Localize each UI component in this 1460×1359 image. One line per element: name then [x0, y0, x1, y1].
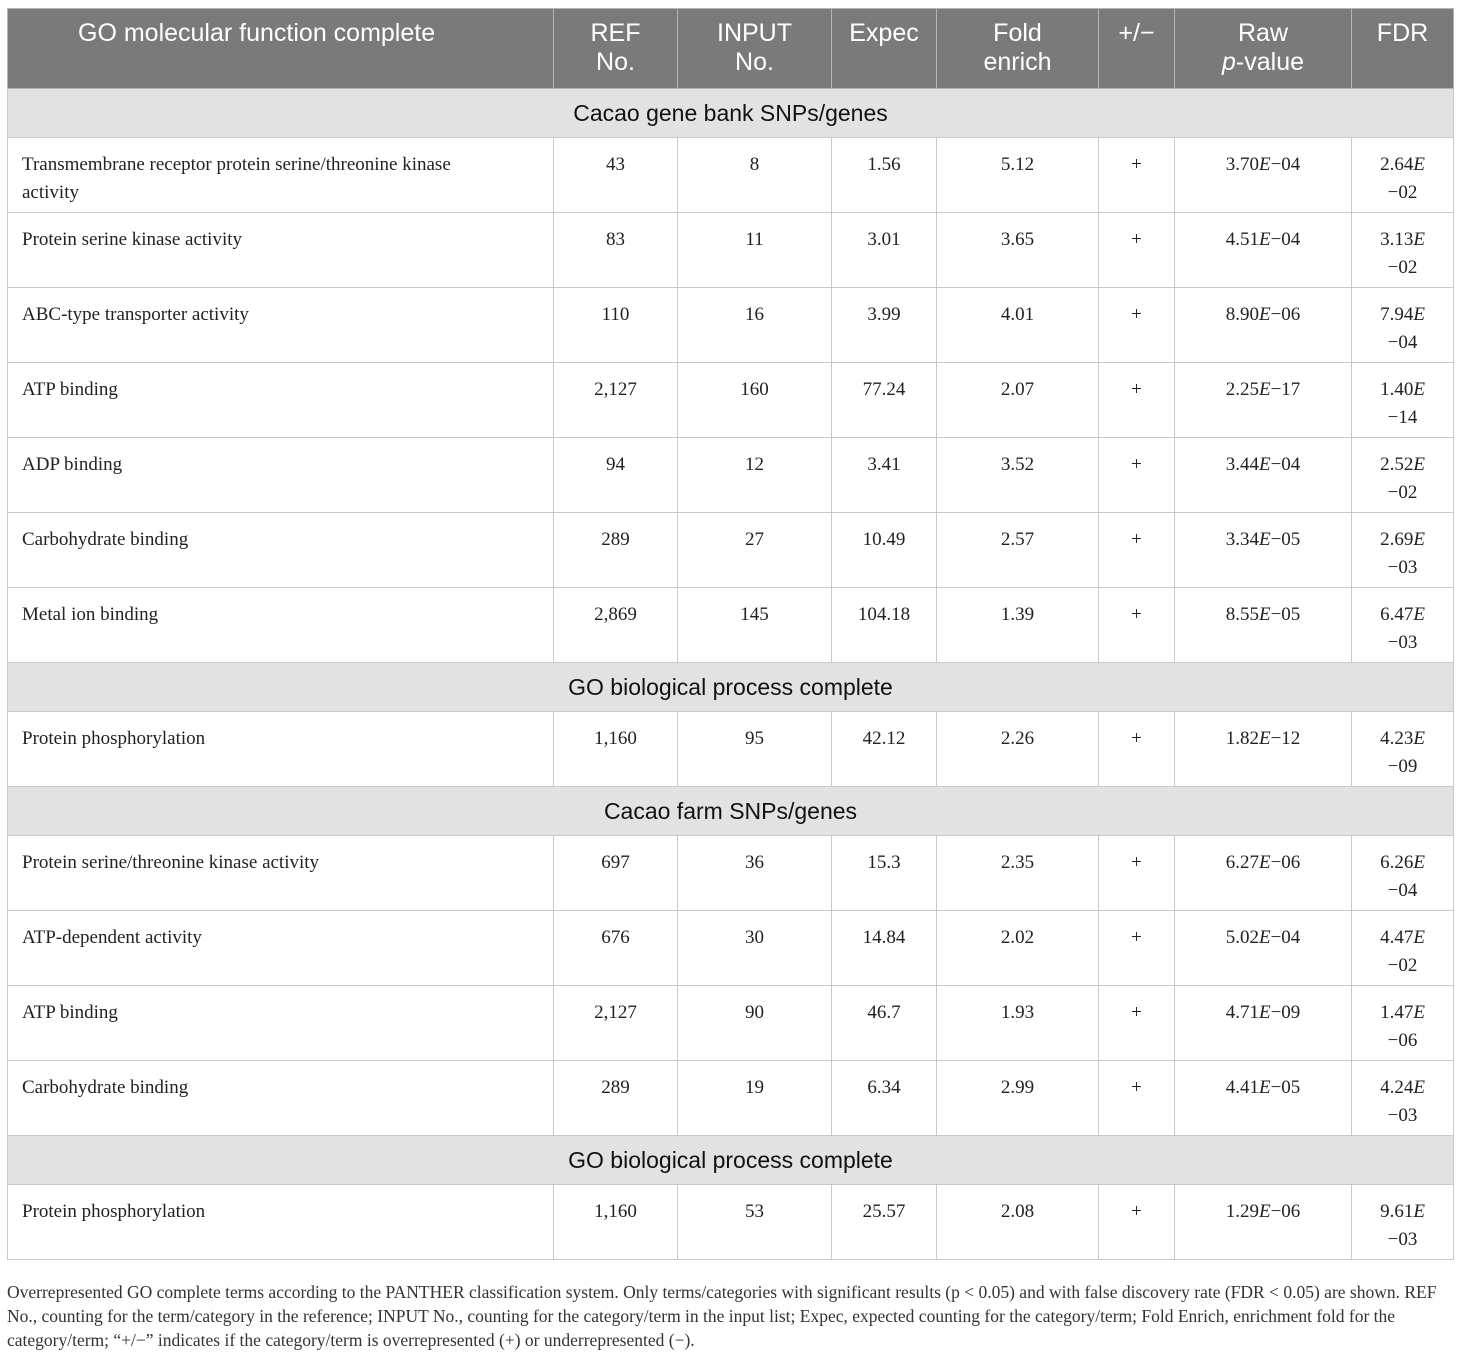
term-cell: ABC-type transporter activity: [8, 288, 554, 363]
input-cell: 19: [678, 1061, 832, 1136]
fdr-mantissa: 2.52: [1380, 454, 1414, 475]
raw-p-exponent: −12: [1270, 728, 1301, 749]
fdr-exponent: −02: [1387, 182, 1418, 203]
table-row: [8, 588, 1454, 663]
term-cell: Metal ion binding: [8, 588, 554, 663]
raw-p-mantissa: 4.71: [1225, 1002, 1259, 1023]
raw-p-mantissa: 1.29: [1225, 1201, 1259, 1222]
sign-cell: +: [1099, 438, 1175, 513]
term-cell: Protein phosphorylation: [8, 1185, 554, 1260]
input-cell: 95: [678, 712, 832, 787]
term-cell: ATP binding: [8, 986, 554, 1061]
table-body: [8, 89, 1454, 1260]
fdr-exponent: −02: [1387, 482, 1418, 503]
raw-p-exponent: −09: [1270, 1002, 1301, 1023]
raw-p-cell: [1175, 213, 1352, 288]
sign-cell: +: [1099, 1061, 1175, 1136]
sign-cell: +: [1099, 213, 1175, 288]
raw-p-exponent: −04: [1270, 154, 1301, 175]
exponent-marker: E: [1258, 852, 1271, 873]
exponent-marker: E: [1413, 927, 1425, 948]
input-cell: 12: [678, 438, 832, 513]
go-enrichment-table: [7, 8, 1454, 1260]
raw-p-cell: [1175, 438, 1352, 513]
table-row: [8, 213, 1454, 288]
input-cell: 90: [678, 986, 832, 1061]
fdr-mantissa: 6.47: [1380, 604, 1414, 625]
ref-cell: 94: [554, 438, 678, 513]
section-row: [8, 1136, 1454, 1185]
raw-p-exponent: −06: [1270, 304, 1301, 325]
fdr-mantissa: 9.61: [1380, 1201, 1414, 1222]
raw-p-exponent: −06: [1270, 1201, 1301, 1222]
raw-p-cell: [1175, 138, 1352, 213]
raw-p-exponent: −04: [1270, 454, 1301, 475]
exponent-marker: E: [1413, 154, 1425, 175]
term-cell: ATP binding: [8, 363, 554, 438]
table-row: [8, 138, 1454, 213]
sign-cell: +: [1099, 138, 1175, 213]
term-cell: Protein serine kinase activity: [8, 213, 554, 288]
raw-p-exponent: −17: [1270, 379, 1301, 400]
fdr-mantissa: 7.94: [1380, 304, 1414, 325]
raw-p-mantissa: 3.34: [1225, 529, 1259, 550]
fdr-cell: [1352, 138, 1454, 213]
fold-cell: 2.07: [937, 363, 1099, 438]
ref-cell: 2,127: [554, 986, 678, 1061]
expec-cell: 10.49: [832, 513, 937, 588]
table-row: [8, 1185, 1454, 1260]
ref-cell: 289: [554, 1061, 678, 1136]
fdr-mantissa: 2.64: [1380, 154, 1414, 175]
ref-cell: 1,160: [554, 1185, 678, 1260]
header-fdr: FDR: [1352, 9, 1454, 89]
exponent-marker: E: [1258, 379, 1271, 400]
fdr-exponent: −06: [1387, 1030, 1418, 1051]
term-cell: Carbohydrate binding: [8, 1061, 554, 1136]
fold-cell: 3.65: [937, 213, 1099, 288]
header-expec: Expec: [832, 9, 937, 89]
exponent-marker: E: [1258, 1077, 1271, 1098]
sign-cell: +: [1099, 712, 1175, 787]
input-cell: 145: [678, 588, 832, 663]
fdr-cell: [1352, 712, 1454, 787]
table-row: [8, 712, 1454, 787]
raw-p-exponent: −06: [1270, 852, 1301, 873]
raw-p-exponent: −05: [1270, 604, 1301, 625]
section-title: Cacao farm SNPs/genes: [8, 787, 1454, 836]
expec-cell: 77.24: [832, 363, 937, 438]
input-cell: 27: [678, 513, 832, 588]
section-title: GO biological process complete: [8, 1136, 1454, 1185]
raw-p-cell: [1175, 712, 1352, 787]
fdr-exponent: −04: [1387, 332, 1418, 353]
table-row: [8, 836, 1454, 911]
raw-p-cell: [1175, 986, 1352, 1061]
expec-cell: 3.41: [832, 438, 937, 513]
exponent-marker: E: [1258, 304, 1271, 325]
exponent-marker: E: [1413, 1077, 1425, 1098]
input-cell: 16: [678, 288, 832, 363]
exponent-marker: E: [1413, 454, 1425, 475]
raw-p-cell: [1175, 911, 1352, 986]
raw-p-cell: [1175, 1185, 1352, 1260]
fdr-mantissa: 3.13: [1380, 229, 1414, 250]
fdr-cell: [1352, 363, 1454, 438]
ref-cell: 697: [554, 836, 678, 911]
table-row: [8, 438, 1454, 513]
fdr-exponent: −03: [1387, 1229, 1418, 1250]
ref-cell: 1,160: [554, 712, 678, 787]
input-cell: 11: [678, 213, 832, 288]
ref-cell: 110: [554, 288, 678, 363]
expec-cell: 1.56: [832, 138, 937, 213]
fdr-mantissa: 4.23: [1380, 728, 1414, 749]
expec-cell: 6.34: [832, 1061, 937, 1136]
fdr-cell: [1352, 588, 1454, 663]
sign-cell: +: [1099, 911, 1175, 986]
raw-p-mantissa: 4.51: [1225, 229, 1259, 250]
section-row: [8, 663, 1454, 712]
sign-cell: +: [1099, 513, 1175, 588]
fold-cell: 2.08: [937, 1185, 1099, 1260]
fdr-exponent: −03: [1387, 632, 1418, 653]
expec-cell: 15.3: [832, 836, 937, 911]
input-cell: 36: [678, 836, 832, 911]
exponent-marker: E: [1258, 927, 1271, 948]
raw-p-exponent: −05: [1270, 529, 1301, 550]
exponent-marker: E: [1258, 1201, 1271, 1222]
fold-cell: 5.12: [937, 138, 1099, 213]
header-fold: Fold enrich: [937, 9, 1099, 89]
fold-cell: 4.01: [937, 288, 1099, 363]
fold-cell: 2.26: [937, 712, 1099, 787]
fdr-cell: [1352, 288, 1454, 363]
exponent-marker: E: [1413, 304, 1425, 325]
header-sign: +/−: [1099, 9, 1175, 89]
fdr-exponent: −02: [1387, 955, 1418, 976]
exponent-marker: E: [1413, 379, 1425, 400]
expec-cell: 14.84: [832, 911, 937, 986]
table-row: [8, 986, 1454, 1061]
sign-cell: +: [1099, 363, 1175, 438]
raw-p-mantissa: 3.44: [1225, 454, 1259, 475]
exponent-marker: E: [1258, 229, 1271, 250]
expec-cell: 104.18: [832, 588, 937, 663]
raw-p-mantissa: 8.90: [1225, 304, 1259, 325]
section-title: GO biological process complete: [8, 663, 1454, 712]
header-ref: REF No.: [554, 9, 678, 89]
exponent-marker: E: [1413, 1201, 1425, 1222]
section-title: Cacao gene bank SNPs/genes: [8, 89, 1454, 138]
fdr-cell: [1352, 213, 1454, 288]
expec-cell: 3.99: [832, 288, 937, 363]
fdr-cell: [1352, 911, 1454, 986]
raw-p-cell: [1175, 288, 1352, 363]
raw-p-cell: [1175, 363, 1352, 438]
fdr-exponent: −03: [1387, 1105, 1418, 1126]
ref-cell: 83: [554, 213, 678, 288]
sign-cell: +: [1099, 986, 1175, 1061]
header-input: INPUT No.: [678, 9, 832, 89]
exponent-marker: E: [1413, 1002, 1425, 1023]
input-cell: 8: [678, 138, 832, 213]
fold-cell: 2.35: [937, 836, 1099, 911]
raw-p-mantissa: 2.25: [1225, 379, 1259, 400]
sign-cell: +: [1099, 288, 1175, 363]
exponent-marker: E: [1413, 229, 1425, 250]
ref-cell: 676: [554, 911, 678, 986]
fold-cell: 1.39: [937, 588, 1099, 663]
exponent-marker: E: [1413, 529, 1425, 550]
fdr-mantissa: 2.69: [1380, 529, 1414, 550]
fdr-mantissa: 6.26: [1380, 852, 1414, 873]
expec-cell: 42.12: [832, 712, 937, 787]
header-term: GO molecular function complete: [8, 9, 554, 89]
table-wrapper: [7, 8, 1453, 1260]
input-cell: 53: [678, 1185, 832, 1260]
raw-p-mantissa: 6.27: [1225, 852, 1259, 873]
sign-cell: +: [1099, 1185, 1175, 1260]
fdr-mantissa: 4.47: [1380, 927, 1414, 948]
exponent-marker: E: [1413, 604, 1425, 625]
raw-p-cell: [1175, 836, 1352, 911]
exponent-marker: E: [1413, 728, 1425, 749]
fdr-exponent: −03: [1387, 557, 1418, 578]
ref-cell: 43: [554, 138, 678, 213]
fold-cell: 3.52: [937, 438, 1099, 513]
term-cell: ADP binding: [8, 438, 554, 513]
sign-cell: +: [1099, 588, 1175, 663]
exponent-marker: E: [1413, 852, 1425, 873]
fdr-mantissa: 4.24: [1380, 1077, 1414, 1098]
fdr-cell: [1352, 513, 1454, 588]
table-row: [8, 513, 1454, 588]
raw-p-exponent: −04: [1270, 927, 1301, 948]
header-row: [8, 9, 1454, 89]
fdr-cell: [1352, 986, 1454, 1061]
table-row: [8, 288, 1454, 363]
expec-cell: 46.7: [832, 986, 937, 1061]
section-row: [8, 89, 1454, 138]
exponent-marker: E: [1258, 604, 1271, 625]
fdr-exponent: −04: [1387, 880, 1418, 901]
exponent-marker: E: [1258, 154, 1271, 175]
fdr-cell: [1352, 1061, 1454, 1136]
table-footnote: Overrepresented GO complete terms according to the PANTHER classification system. Only terms/categories with significant results (p < 0.05) and with false discovery rate (FDR < 0.05) are shown. REF No., counting for the term/category in the reference; INPUT No., counting for the category/term in the input list; Expec, expected counting for the category/term; Fold Enrich, enrichment fold for the category/term; “+/−” indicates if the category/term is overrepresented (+) or underrepresented (−).: [7, 1282, 1437, 1350]
input-cell: 30: [678, 911, 832, 986]
exponent-marker: E: [1258, 1002, 1271, 1023]
expec-cell: 25.57: [832, 1185, 937, 1260]
fdr-exponent: −14: [1387, 407, 1418, 428]
raw-p-mantissa: 4.41: [1225, 1077, 1259, 1098]
ref-cell: 2,869: [554, 588, 678, 663]
raw-p-mantissa: 5.02: [1225, 927, 1259, 948]
fdr-exponent: −09: [1387, 756, 1418, 777]
table-row: [8, 911, 1454, 986]
fdr-exponent: −02: [1387, 257, 1418, 278]
fold-cell: 1.93: [937, 986, 1099, 1061]
term-cell: Transmembrane receptor protein serine/threonine kinase activity: [8, 138, 554, 213]
term-cell: Carbohydrate binding: [8, 513, 554, 588]
input-cell: 160: [678, 363, 832, 438]
fold-cell: 2.99: [937, 1061, 1099, 1136]
raw-p-cell: [1175, 1061, 1352, 1136]
raw-p-exponent: −05: [1270, 1077, 1301, 1098]
raw-p-mantissa: 3.70: [1225, 154, 1259, 175]
raw-p-mantissa: 8.55: [1225, 604, 1259, 625]
ref-cell: 2,127: [554, 363, 678, 438]
raw-p-exponent: −04: [1270, 229, 1301, 250]
expec-cell: 3.01: [832, 213, 937, 288]
fdr-mantissa: 1.40: [1380, 379, 1414, 400]
table-row: [8, 363, 1454, 438]
table-row: [8, 1061, 1454, 1136]
term-cell: ATP-dependent activity: [8, 911, 554, 986]
fold-cell: 2.57: [937, 513, 1099, 588]
fold-cell: 2.02: [937, 911, 1099, 986]
sign-cell: +: [1099, 836, 1175, 911]
term-cell: Protein phosphorylation: [8, 712, 554, 787]
fdr-mantissa: 1.47: [1380, 1002, 1414, 1023]
term-cell: Protein serine/threonine kinase activity: [8, 836, 554, 911]
fdr-cell: [1352, 1185, 1454, 1260]
raw-p-mantissa: 1.82: [1225, 728, 1259, 749]
header-raw-p: Raw p-value: [1175, 9, 1352, 89]
exponent-marker: E: [1258, 728, 1271, 749]
fdr-cell: [1352, 836, 1454, 911]
ref-cell: 289: [554, 513, 678, 588]
fdr-cell: [1352, 438, 1454, 513]
raw-p-cell: [1175, 513, 1352, 588]
exponent-marker: E: [1258, 529, 1271, 550]
raw-p-cell: [1175, 588, 1352, 663]
exponent-marker: E: [1258, 454, 1271, 475]
section-row: [8, 787, 1454, 836]
